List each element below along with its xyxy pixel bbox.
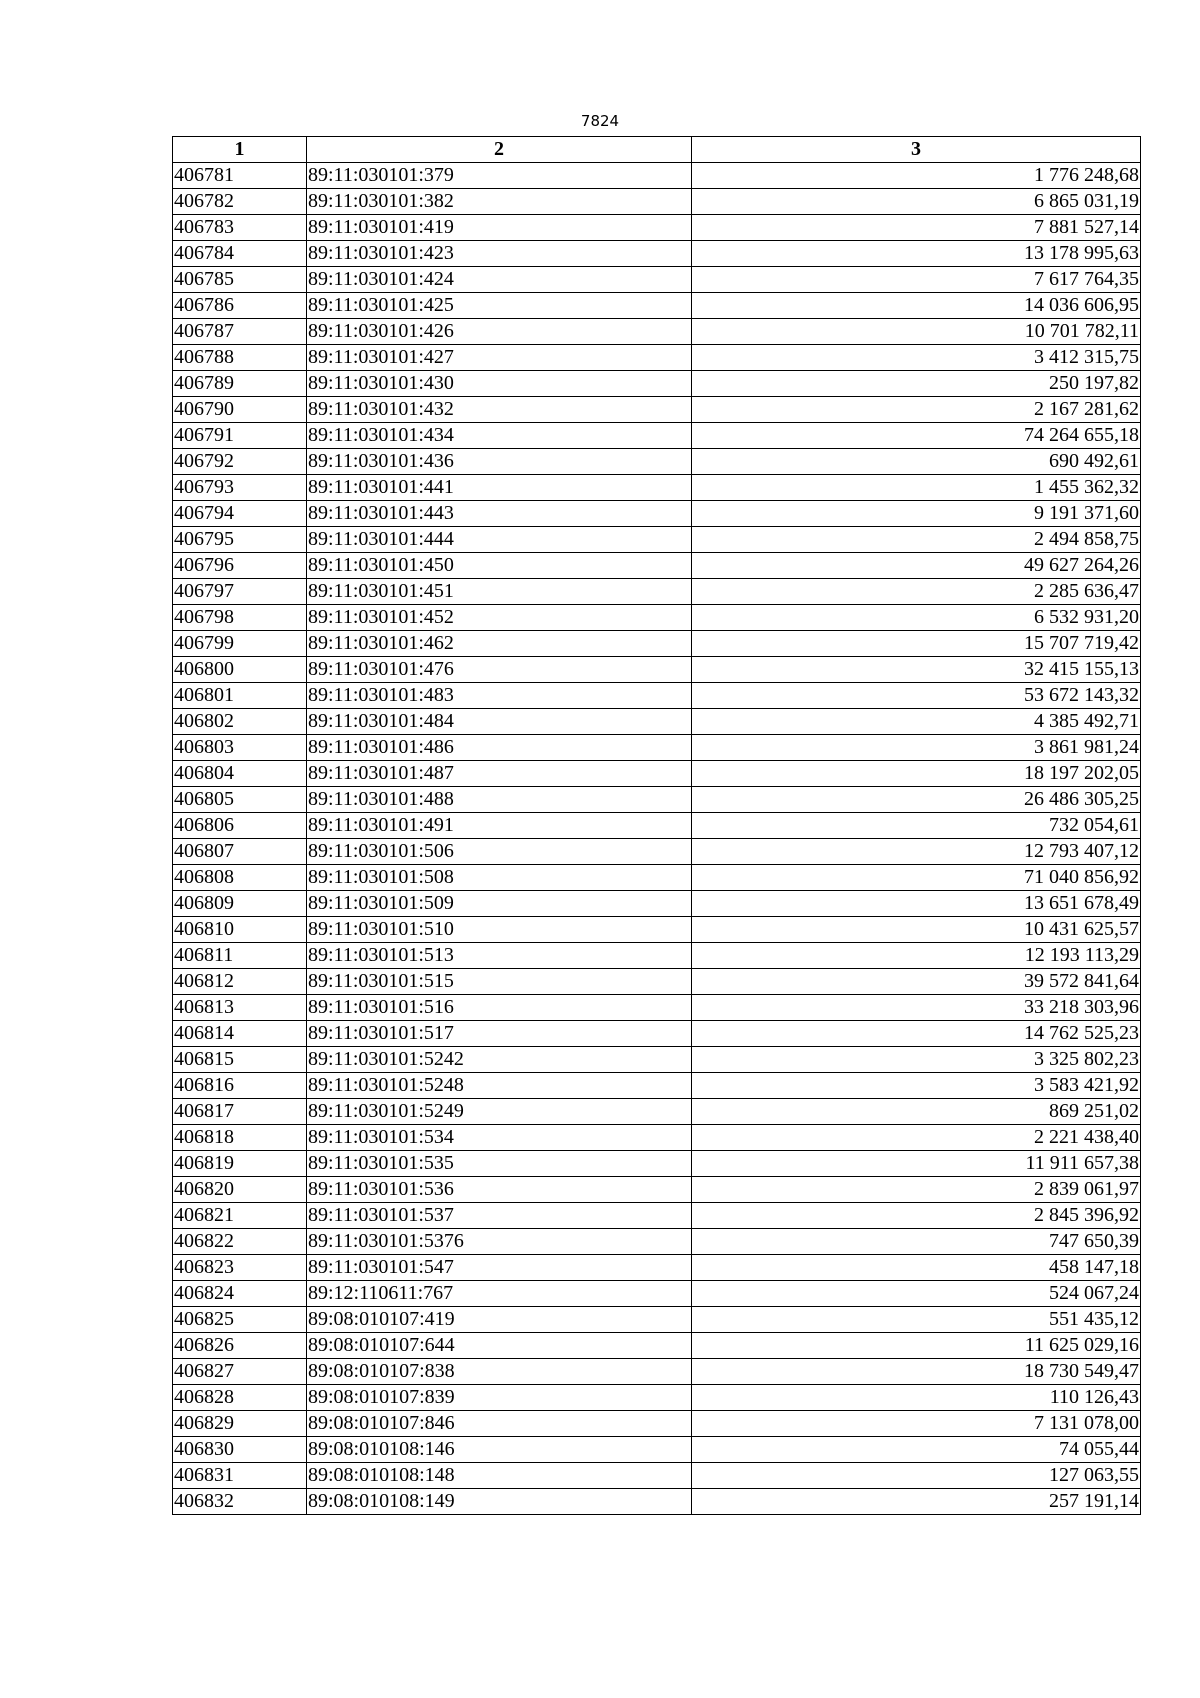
- cadastral-number-cell: 89:11:030101:509: [307, 891, 692, 917]
- cadastral-value-cell: 26 486 305,25: [692, 787, 1141, 813]
- cadastral-value-cell: 39 572 841,64: [692, 969, 1141, 995]
- table-row: [173, 293, 1141, 319]
- row-number-cell: 406824: [173, 1281, 307, 1307]
- cadastral-number-cell: 89:11:030101:5249: [307, 1099, 692, 1125]
- cadastral-number-cell: 89:11:030101:484: [307, 709, 692, 735]
- table-row: [173, 1047, 1141, 1073]
- cadastral-value-cell: 33 218 303,96: [692, 995, 1141, 1021]
- cadastral-number-cell: 89:12:110611:767: [307, 1281, 692, 1307]
- cadastral-number-cell: 89:11:030101:516: [307, 995, 692, 1021]
- table-row: [173, 605, 1141, 631]
- cadastral-number-cell: 89:08:010107:644: [307, 1333, 692, 1359]
- cadastral-value-cell: 257 191,14: [692, 1489, 1141, 1515]
- cadastral-number-cell: 89:11:030101:483: [307, 683, 692, 709]
- row-number-cell: 406809: [173, 891, 307, 917]
- row-number-cell: 406812: [173, 969, 307, 995]
- cadastral-value-cell: 53 672 143,32: [692, 683, 1141, 709]
- table-header: [173, 137, 1141, 163]
- table-row: [173, 241, 1141, 267]
- cadastral-value-cell: 11 911 657,38: [692, 1151, 1141, 1177]
- cadastral-number-cell: 89:08:010107:419: [307, 1307, 692, 1333]
- row-number-cell: 406831: [173, 1463, 307, 1489]
- table-row: [173, 813, 1141, 839]
- table-row: [173, 1125, 1141, 1151]
- cadastral-value-cell: 7 617 764,35: [692, 267, 1141, 293]
- cadastral-value-cell: 10 431 625,57: [692, 917, 1141, 943]
- cadastral-value-cell: 7 131 078,00: [692, 1411, 1141, 1437]
- table-row: [173, 917, 1141, 943]
- cadastral-number-cell: 89:08:010108:148: [307, 1463, 692, 1489]
- row-number-cell: 406823: [173, 1255, 307, 1281]
- table-row: [173, 709, 1141, 735]
- cadastral-number-cell: 89:11:030101:427: [307, 345, 692, 371]
- cadastral-number-cell: 89:11:030101:487: [307, 761, 692, 787]
- cadastral-number-cell: 89:11:030101:491: [307, 813, 692, 839]
- table-row: [173, 735, 1141, 761]
- table-row: [173, 1203, 1141, 1229]
- cadastral-number-cell: 89:11:030101:423: [307, 241, 692, 267]
- cadastral-number-cell: 89:11:030101:424: [307, 267, 692, 293]
- row-number-cell: 406782: [173, 189, 307, 215]
- row-number-cell: 406799: [173, 631, 307, 657]
- cadastral-number-cell: 89:11:030101:515: [307, 969, 692, 995]
- row-number-cell: 406832: [173, 1489, 307, 1515]
- cadastral-value-cell: 2 845 396,92: [692, 1203, 1141, 1229]
- row-number-cell: 406802: [173, 709, 307, 735]
- cadastral-value-cell: 3 583 421,92: [692, 1073, 1141, 1099]
- cadastral-value-cell: 110 126,43: [692, 1385, 1141, 1411]
- row-number-cell: 406789: [173, 371, 307, 397]
- table-row: [173, 865, 1141, 891]
- row-number-cell: 406784: [173, 241, 307, 267]
- cadastral-number-cell: 89:11:030101:425: [307, 293, 692, 319]
- cadastral-number-cell: 89:11:030101:462: [307, 631, 692, 657]
- table-row: [173, 163, 1141, 189]
- cadastral-value-cell: 690 492,61: [692, 449, 1141, 475]
- cadastral-number-cell: 89:08:010107:846: [307, 1411, 692, 1437]
- table-row: [173, 1073, 1141, 1099]
- cadastral-number-cell: 89:11:030101:436: [307, 449, 692, 475]
- row-number-cell: 406829: [173, 1411, 307, 1437]
- row-number-cell: 406816: [173, 1073, 307, 1099]
- table-row: [173, 475, 1141, 501]
- table-row: [173, 1099, 1141, 1125]
- cadastral-number-cell: 89:11:030101:451: [307, 579, 692, 605]
- table-row: [173, 683, 1141, 709]
- cadastral-number-cell: 89:11:030101:476: [307, 657, 692, 683]
- cadastral-value-cell: 2 221 438,40: [692, 1125, 1141, 1151]
- table-row: [173, 1385, 1141, 1411]
- cadastral-value-cell: 18 730 549,47: [692, 1359, 1141, 1385]
- cadastral-number-cell: 89:11:030101:536: [307, 1177, 692, 1203]
- table-row: [173, 527, 1141, 553]
- cadastral-value-cell: 13 651 678,49: [692, 891, 1141, 917]
- cadastral-number-cell: 89:11:030101:5242: [307, 1047, 692, 1073]
- row-number-cell: 406810: [173, 917, 307, 943]
- cadastral-number-cell: 89:08:010108:149: [307, 1489, 692, 1515]
- cadastral-number-cell: 89:11:030101:432: [307, 397, 692, 423]
- cadastral-value-cell: 12 193 113,29: [692, 943, 1141, 969]
- cadastral-number-cell: 89:11:030101:513: [307, 943, 692, 969]
- row-number-cell: 406790: [173, 397, 307, 423]
- cadastral-value-cell: 74 264 655,18: [692, 423, 1141, 449]
- table-row: [173, 839, 1141, 865]
- row-number-cell: 406793: [173, 475, 307, 501]
- cadastral-value-cell: 1 455 362,32: [692, 475, 1141, 501]
- table-row: [173, 1021, 1141, 1047]
- row-number-cell: 406811: [173, 943, 307, 969]
- cadastral-value-cell: 2 494 858,75: [692, 527, 1141, 553]
- row-number-cell: 406818: [173, 1125, 307, 1151]
- table-row: [173, 943, 1141, 969]
- table-row: [173, 267, 1141, 293]
- table-row: [173, 1489, 1141, 1515]
- row-number-cell: 406830: [173, 1437, 307, 1463]
- column-header-1: 1: [173, 137, 307, 163]
- cadastral-value-cell: 7 881 527,14: [692, 215, 1141, 241]
- table-row: [173, 631, 1141, 657]
- cadastral-value-cell: 15 707 719,42: [692, 631, 1141, 657]
- table-row: [173, 371, 1141, 397]
- row-number-cell: 406821: [173, 1203, 307, 1229]
- table-row: [173, 345, 1141, 371]
- cadastral-value-cell: 6 532 931,20: [692, 605, 1141, 631]
- cadastral-number-cell: 89:11:030101:535: [307, 1151, 692, 1177]
- row-number-cell: 406798: [173, 605, 307, 631]
- table-row: [173, 449, 1141, 475]
- cadastral-value-cell: 2 167 281,62: [692, 397, 1141, 423]
- table-row: [173, 423, 1141, 449]
- cadastral-number-cell: 89:11:030101:441: [307, 475, 692, 501]
- table-row: [173, 1359, 1141, 1385]
- header-row: [173, 137, 1141, 163]
- row-number-cell: 406785: [173, 267, 307, 293]
- cadastral-number-cell: 89:11:030101:510: [307, 917, 692, 943]
- row-number-cell: 406787: [173, 319, 307, 345]
- row-number-cell: 406808: [173, 865, 307, 891]
- cadastral-number-cell: 89:08:010107:839: [307, 1385, 692, 1411]
- row-number-cell: 406801: [173, 683, 307, 709]
- table-row: [173, 1151, 1141, 1177]
- table-body: [173, 163, 1141, 1515]
- cadastral-number-cell: 89:11:030101:444: [307, 527, 692, 553]
- row-number-cell: 406825: [173, 1307, 307, 1333]
- table-row: [173, 579, 1141, 605]
- row-number-cell: 406803: [173, 735, 307, 761]
- cadastral-value-cell: 14 036 606,95: [692, 293, 1141, 319]
- cadastral-number-cell: 89:11:030101:426: [307, 319, 692, 345]
- cadastral-value-cell: 10 701 782,11: [692, 319, 1141, 345]
- cadastral-value-cell: 32 415 155,13: [692, 657, 1141, 683]
- cadastral-number-cell: 89:11:030101:434: [307, 423, 692, 449]
- row-number-cell: 406788: [173, 345, 307, 371]
- cadastral-value-cell: 524 067,24: [692, 1281, 1141, 1307]
- row-number-cell: 406791: [173, 423, 307, 449]
- cadastral-number-cell: 89:11:030101:430: [307, 371, 692, 397]
- cadastral-value-cell: 11 625 029,16: [692, 1333, 1141, 1359]
- row-number-cell: 406781: [173, 163, 307, 189]
- row-number-cell: 406805: [173, 787, 307, 813]
- cadastral-number-cell: 89:11:030101:547: [307, 1255, 692, 1281]
- cadastral-value-cell: 3 325 802,23: [692, 1047, 1141, 1073]
- row-number-cell: 406783: [173, 215, 307, 241]
- row-number-cell: 406813: [173, 995, 307, 1021]
- cadastral-value-cell: 9 191 371,60: [692, 501, 1141, 527]
- table-row: [173, 761, 1141, 787]
- row-number-cell: 406797: [173, 579, 307, 605]
- cadastral-number-cell: 89:11:030101:5248: [307, 1073, 692, 1099]
- table-row: [173, 553, 1141, 579]
- table-row: [173, 657, 1141, 683]
- table-row: [173, 319, 1141, 345]
- row-number-cell: 406807: [173, 839, 307, 865]
- cadastral-value-cell: 13 178 995,63: [692, 241, 1141, 267]
- table-row: [173, 995, 1141, 1021]
- row-number-cell: 406819: [173, 1151, 307, 1177]
- row-number-cell: 406786: [173, 293, 307, 319]
- row-number-cell: 406804: [173, 761, 307, 787]
- table-row: [173, 1307, 1141, 1333]
- table-row: [173, 1177, 1141, 1203]
- table-row: [173, 1333, 1141, 1359]
- cadastral-number-cell: 89:11:030101:379: [307, 163, 692, 189]
- cadastral-value-table: [172, 136, 1141, 1515]
- cadastral-value-cell: 18 197 202,05: [692, 761, 1141, 787]
- cadastral-value-cell: 3 861 981,24: [692, 735, 1141, 761]
- cadastral-number-cell: 89:11:030101:419: [307, 215, 692, 241]
- cadastral-value-cell: 71 040 856,92: [692, 865, 1141, 891]
- cadastral-value-cell: 551 435,12: [692, 1307, 1141, 1333]
- row-number-cell: 406828: [173, 1385, 307, 1411]
- cadastral-value-cell: 732 054,61: [692, 813, 1141, 839]
- cadastral-value-cell: 12 793 407,12: [692, 839, 1141, 865]
- table-row: [173, 1255, 1141, 1281]
- table-row: [173, 1281, 1141, 1307]
- cadastral-number-cell: 89:11:030101:5376: [307, 1229, 692, 1255]
- row-number-cell: 406826: [173, 1333, 307, 1359]
- cadastral-number-cell: 89:11:030101:508: [307, 865, 692, 891]
- cadastral-value-cell: 2 285 636,47: [692, 579, 1141, 605]
- row-number-cell: 406795: [173, 527, 307, 553]
- table-row: [173, 189, 1141, 215]
- cadastral-number-cell: 89:08:010107:838: [307, 1359, 692, 1385]
- row-number-cell: 406822: [173, 1229, 307, 1255]
- cadastral-value-cell: 1 776 248,68: [692, 163, 1141, 189]
- cadastral-number-cell: 89:11:030101:452: [307, 605, 692, 631]
- row-number-cell: 406820: [173, 1177, 307, 1203]
- cadastral-value-cell: 6 865 031,19: [692, 189, 1141, 215]
- cadastral-value-cell: 3 412 315,75: [692, 345, 1141, 371]
- row-number-cell: 406792: [173, 449, 307, 475]
- cadastral-number-cell: 89:11:030101:537: [307, 1203, 692, 1229]
- column-header-2: 2: [307, 137, 692, 163]
- cadastral-number-cell: 89:11:030101:443: [307, 501, 692, 527]
- cadastral-number-cell: 89:11:030101:486: [307, 735, 692, 761]
- table-row: [173, 787, 1141, 813]
- table-row: [173, 1229, 1141, 1255]
- cadastral-value-cell: 747 650,39: [692, 1229, 1141, 1255]
- cadastral-value-cell: 49 627 264,26: [692, 553, 1141, 579]
- table-row: [173, 397, 1141, 423]
- cadastral-value-cell: 4 385 492,71: [692, 709, 1141, 735]
- table-row: [173, 501, 1141, 527]
- cadastral-number-cell: 89:11:030101:382: [307, 189, 692, 215]
- cadastral-number-cell: 89:08:010108:146: [307, 1437, 692, 1463]
- cadastral-value-cell: 74 055,44: [692, 1437, 1141, 1463]
- table-row: [173, 215, 1141, 241]
- cadastral-value-cell: 869 251,02: [692, 1099, 1141, 1125]
- cadastral-number-cell: 89:11:030101:534: [307, 1125, 692, 1151]
- cadastral-number-cell: 89:11:030101:506: [307, 839, 692, 865]
- cadastral-number-cell: 89:11:030101:488: [307, 787, 692, 813]
- cadastral-value-cell: 458 147,18: [692, 1255, 1141, 1281]
- row-number-cell: 406796: [173, 553, 307, 579]
- row-number-cell: 406827: [173, 1359, 307, 1385]
- table-row: [173, 891, 1141, 917]
- cadastral-value-cell: 250 197,82: [692, 371, 1141, 397]
- row-number-cell: 406806: [173, 813, 307, 839]
- cadastral-number-cell: 89:11:030101:517: [307, 1021, 692, 1047]
- table-row: [173, 1437, 1141, 1463]
- table-row: [173, 1411, 1141, 1437]
- row-number-cell: 406794: [173, 501, 307, 527]
- page-number: 7824: [580, 112, 620, 130]
- row-number-cell: 406815: [173, 1047, 307, 1073]
- row-number-cell: 406800: [173, 657, 307, 683]
- cadastral-value-cell: 127 063,55: [692, 1463, 1141, 1489]
- table-row: [173, 1463, 1141, 1489]
- column-header-3: 3: [692, 137, 1141, 163]
- row-number-cell: 406814: [173, 1021, 307, 1047]
- cadastral-number-cell: 89:11:030101:450: [307, 553, 692, 579]
- table-row: [173, 969, 1141, 995]
- row-number-cell: 406817: [173, 1099, 307, 1125]
- cadastral-value-cell: 14 762 525,23: [692, 1021, 1141, 1047]
- cadastral-value-cell: 2 839 061,97: [692, 1177, 1141, 1203]
